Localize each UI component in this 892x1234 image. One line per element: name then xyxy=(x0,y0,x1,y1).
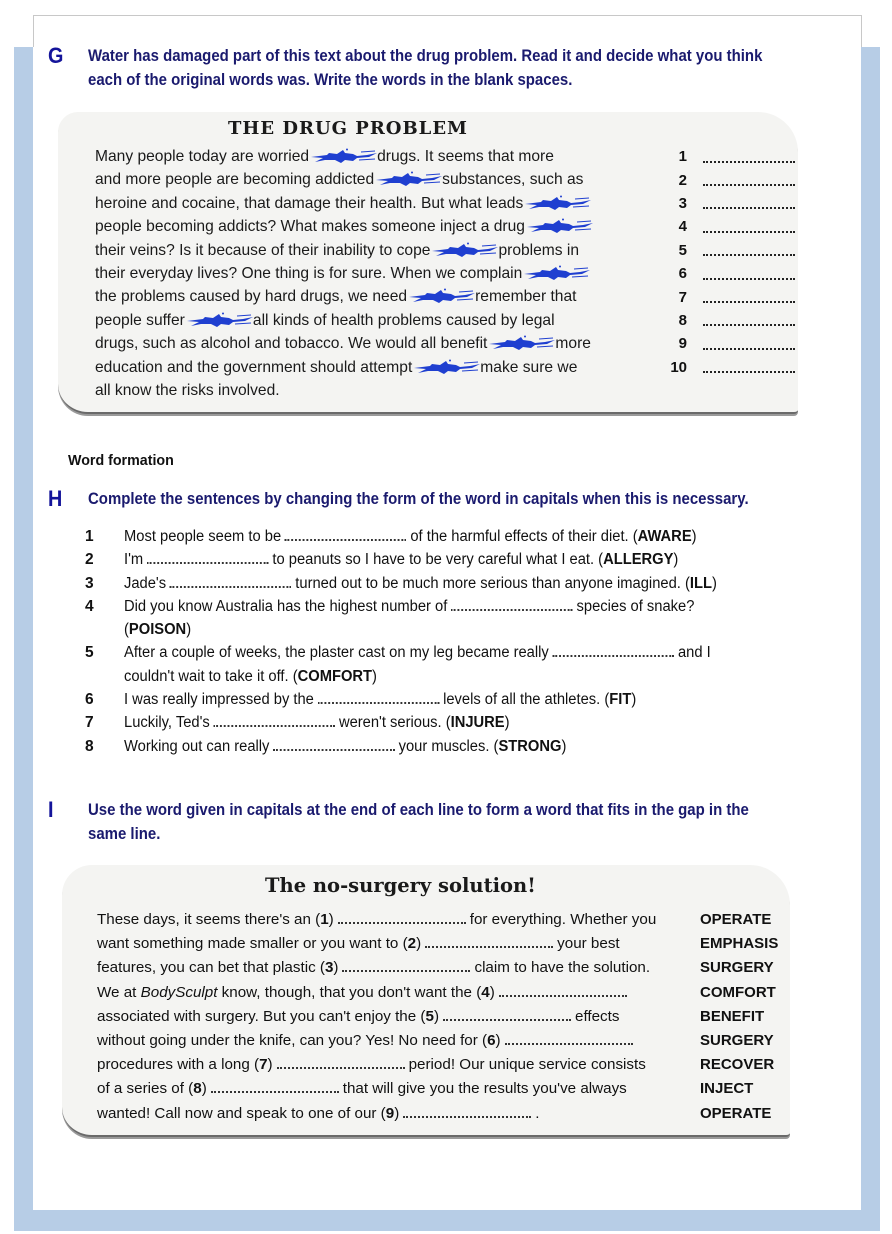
answer-row xyxy=(655,145,795,168)
text-segment: turned out to be much more serious than anyone imagined. ( xyxy=(295,574,690,592)
instruction-line: each of the original words was. Write the words in the blank spaces. xyxy=(88,70,573,89)
answer-number: 6 xyxy=(678,265,687,283)
text-line xyxy=(97,1102,797,1126)
answer-row xyxy=(655,192,795,215)
ink-blot-icon xyxy=(309,150,377,164)
item-number: 8 xyxy=(85,737,94,755)
text-segment: your best xyxy=(557,935,620,953)
page-border-left xyxy=(14,47,33,1231)
keyword: OPERATE xyxy=(700,911,772,928)
text-segment: couldn't wait to take it off. ( xyxy=(124,667,298,685)
text-segment: your muscles. ( xyxy=(398,737,499,755)
text-line xyxy=(95,332,593,355)
page-frame-top xyxy=(33,15,861,16)
page-frame-right xyxy=(861,15,862,47)
text-line xyxy=(95,192,593,215)
instruction-line: Water has damaged part of this text about the drug problem. Read it and decide what you think xyxy=(88,46,763,65)
gap-number: 2 xyxy=(407,935,417,953)
text-segment: After a couple of weeks, the plaster cast on my leg became really xyxy=(124,644,549,662)
text-segment: ) xyxy=(631,691,637,709)
text-line xyxy=(97,956,797,980)
ink-blot-icon xyxy=(185,314,253,328)
keyword: SURGERY xyxy=(700,1032,774,1050)
text-segment: more xyxy=(555,335,591,353)
text-segment: . xyxy=(535,1104,540,1122)
answer-number: 10 xyxy=(670,358,687,376)
answer-row xyxy=(655,239,795,262)
keyword: POISON xyxy=(128,621,187,639)
answer-blank[interactable] xyxy=(703,174,795,186)
gap-number: 3 xyxy=(324,959,334,977)
item-line xyxy=(124,641,752,664)
section-letter-h: H xyxy=(48,486,63,511)
exercise-item xyxy=(85,735,785,758)
answer-blank[interactable] xyxy=(170,576,292,588)
text-segment: ) xyxy=(561,737,567,755)
ink-blot-icon xyxy=(523,197,591,211)
ink-blot-icon xyxy=(430,244,498,258)
item-line xyxy=(124,711,752,734)
text-segment: features, you can bet that plastic ( xyxy=(97,959,325,977)
line-text xyxy=(97,1053,700,1077)
text-segment: weren't serious. ( xyxy=(338,714,451,732)
text-segment: and more people are becoming addicted xyxy=(95,171,375,189)
section-g-header xyxy=(48,44,818,92)
text-segment: ) xyxy=(267,1056,273,1074)
section-h-items xyxy=(85,525,785,758)
answer-blank[interactable] xyxy=(703,361,795,373)
text-segment: their everyday lives? One thing is for sure. When we complain xyxy=(95,265,523,283)
drug-problem-text xyxy=(95,145,593,402)
instruction-line: same line. xyxy=(88,824,161,843)
answer-blank[interactable] xyxy=(703,197,795,209)
text-segment: I'm xyxy=(124,551,144,569)
section-i-header xyxy=(48,798,818,846)
text-line xyxy=(97,1005,797,1029)
text-segment: all know the risks involved. xyxy=(95,382,280,400)
answer-number: 9 xyxy=(678,335,687,353)
text-segment: Luckily, Ted's xyxy=(124,714,210,732)
item-text xyxy=(124,548,752,571)
text-segment: people becoming addicts? What makes someone inject a drug xyxy=(95,218,525,236)
text-segment: people suffer xyxy=(95,311,185,329)
text-segment: effects xyxy=(575,1007,620,1025)
text-segment: of the harmful effects of their diet. ( xyxy=(410,528,638,545)
answer-number: 7 xyxy=(678,288,687,306)
instruction-line: Use the word given in capitals at the end of each line to form a word that fits in the gap in the xyxy=(88,800,749,819)
item-text xyxy=(124,688,752,711)
answer-row xyxy=(655,262,795,285)
keyword: SURGERY xyxy=(700,959,774,977)
line-text xyxy=(97,981,700,1005)
item-number: 5 xyxy=(85,644,94,662)
line-text xyxy=(97,956,700,980)
answer-blank[interactable] xyxy=(703,338,795,350)
item-line xyxy=(124,572,752,595)
answer-number: 1 xyxy=(678,148,687,166)
text-segment: ) xyxy=(433,1007,439,1025)
text-line xyxy=(97,932,797,956)
brand-name: BodySculpt xyxy=(140,983,218,1001)
line-text xyxy=(97,908,700,932)
text-segment: ( xyxy=(124,621,129,639)
text-segment: ) xyxy=(333,959,339,977)
text-line xyxy=(95,168,593,191)
text-segment: period! Our unique service consists xyxy=(408,1056,646,1074)
answer-blank[interactable] xyxy=(703,221,795,233)
text-segment: Most people seem to be xyxy=(124,528,282,545)
answer-blank[interactable] xyxy=(703,291,795,303)
answer-blank[interactable] xyxy=(703,314,795,326)
text-line xyxy=(95,239,593,262)
text-segment: know, though, that you don't want the ( xyxy=(217,983,482,1001)
text-segment: procedures with a long ( xyxy=(97,1056,260,1074)
exercise-item xyxy=(85,548,785,571)
answer-number: 4 xyxy=(678,218,687,236)
keyword: AWARE xyxy=(637,528,692,545)
section-letter-i: I xyxy=(48,797,54,822)
answer-blank[interactable] xyxy=(553,645,675,657)
item-line xyxy=(124,525,752,548)
answer-blank[interactable] xyxy=(505,1033,633,1045)
no-surgery-title: The no-surgery solution! xyxy=(265,874,536,897)
keyword: STRONG xyxy=(498,737,562,755)
answer-blank[interactable] xyxy=(338,912,466,924)
gap-number: 5 xyxy=(425,1007,434,1025)
keyword: INJECT xyxy=(700,1080,754,1098)
answer-blank[interactable] xyxy=(342,960,470,972)
keyword: COMFORT xyxy=(700,983,776,1001)
answer-blank[interactable] xyxy=(285,529,407,541)
text-line xyxy=(95,262,593,285)
text-segment: Did you know Australia has the highest number of xyxy=(124,597,448,615)
text-segment: associated with surgery. But you can't enjoy the ( xyxy=(97,1007,426,1025)
page-border-right xyxy=(861,47,880,1231)
text-segment: to peanuts so I have to be very careful what I eat. ( xyxy=(272,551,604,569)
text-line xyxy=(95,356,593,379)
exercise-item xyxy=(85,595,785,642)
answer-blank[interactable] xyxy=(443,1009,571,1021)
text-segment: ) xyxy=(489,983,495,1001)
text-line xyxy=(95,285,593,308)
answer-number: 5 xyxy=(678,241,687,259)
text-segment: ) xyxy=(691,528,697,545)
text-segment: ) xyxy=(201,1080,207,1098)
item-line xyxy=(124,618,752,641)
exercise-item xyxy=(85,711,785,734)
gap-number: 9 xyxy=(385,1104,395,1122)
text-segment: We at xyxy=(97,983,141,1001)
text-segment: ) xyxy=(416,935,422,953)
text-line xyxy=(95,145,593,168)
text-segment: drugs, such as alcohol and tobacco. We would all benefit xyxy=(95,335,488,353)
text-line xyxy=(97,1077,797,1101)
keyword: INJURE xyxy=(450,714,505,732)
item-line xyxy=(124,688,752,711)
text-segment: species of snake? xyxy=(576,597,695,615)
section-h-instruction: Complete the sentences by changing the form of the word in capitals when this is necessary. xyxy=(88,489,749,508)
keyword: COMFORT xyxy=(297,667,373,685)
answer-blank[interactable] xyxy=(451,599,573,611)
item-number: 6 xyxy=(85,691,94,709)
exercise-item xyxy=(85,572,785,595)
exercise-item xyxy=(85,525,785,548)
answer-blank[interactable] xyxy=(703,268,795,280)
section-h-header xyxy=(48,487,818,511)
answer-list xyxy=(655,145,795,379)
answer-blank[interactable] xyxy=(703,244,795,256)
no-surgery-text xyxy=(97,908,797,1126)
text-line xyxy=(97,1053,797,1077)
word-formation-heading: Word formation xyxy=(68,452,174,469)
answer-row xyxy=(655,332,795,355)
text-segment: claim to have the solution. xyxy=(474,959,651,977)
text-line xyxy=(97,908,797,932)
gap-number: 4 xyxy=(481,983,490,1001)
text-segment: all kinds of health problems caused by legal xyxy=(252,311,555,329)
item-line xyxy=(124,595,752,618)
item-line xyxy=(124,548,752,571)
section-i-instruction xyxy=(88,798,845,846)
text-segment: their veins? Is it because of their inability to cope xyxy=(95,241,431,259)
text-segment: Jade's xyxy=(124,574,167,592)
text-segment: Working out can really xyxy=(124,737,270,755)
gap-number: 6 xyxy=(487,1032,496,1050)
gap-number: 7 xyxy=(259,1056,268,1074)
item-text xyxy=(124,525,752,548)
item-number: 4 xyxy=(85,597,94,615)
ink-blot-icon xyxy=(412,361,480,375)
text-line xyxy=(95,379,593,402)
item-number: 1 xyxy=(85,528,94,545)
text-segment: substances, such as xyxy=(442,171,584,189)
ink-blot-icon xyxy=(374,173,442,187)
item-text xyxy=(124,641,752,688)
answer-row xyxy=(655,215,795,238)
answer-blank[interactable] xyxy=(318,692,440,704)
item-text xyxy=(124,595,752,642)
text-segment: These days, it seems there's an ( xyxy=(97,911,321,928)
answer-row xyxy=(655,309,795,332)
text-segment: Many people today are worried xyxy=(95,148,310,165)
text-segment: ) xyxy=(186,621,192,639)
answer-number: 2 xyxy=(678,171,687,189)
text-segment: I was really impressed by the xyxy=(124,691,314,709)
text-segment: ) xyxy=(372,667,377,685)
text-segment: ) xyxy=(328,911,334,928)
text-segment: drugs. It seems that more xyxy=(377,148,554,165)
answer-blank[interactable] xyxy=(273,739,395,751)
gap-number: 1 xyxy=(320,911,329,928)
text-segment: without going under the knife, can you? Yes! No need for ( xyxy=(97,1032,488,1050)
item-text xyxy=(124,572,752,595)
answer-blank[interactable] xyxy=(425,936,553,948)
item-number: 2 xyxy=(85,551,94,569)
line-text xyxy=(97,1077,700,1101)
answer-row xyxy=(655,285,795,308)
answer-row xyxy=(655,168,795,191)
text-segment: for everything. Whether you xyxy=(469,911,657,928)
answer-blank[interactable] xyxy=(403,1106,531,1118)
item-line xyxy=(124,665,752,688)
item-line xyxy=(124,735,752,758)
ink-blot-icon xyxy=(487,337,555,351)
text-segment: ) xyxy=(394,1104,400,1122)
page-border-bottom xyxy=(14,1210,880,1231)
ink-blot-icon xyxy=(407,290,475,304)
line-text xyxy=(97,1102,700,1126)
text-segment: levels of all the athletes. ( xyxy=(443,691,610,709)
item-number: 3 xyxy=(85,574,94,592)
section-letter-g: G xyxy=(48,43,64,68)
answer-blank[interactable] xyxy=(211,1081,339,1093)
keyword: ALLERGY xyxy=(603,551,674,569)
text-segment: heroine and cocaine, that damage their health. But what leads xyxy=(95,194,524,212)
keyword: FIT xyxy=(609,691,632,709)
text-segment: remember that xyxy=(475,288,577,306)
text-segment: the problems caused by hard drugs, we need xyxy=(95,288,408,306)
text-segment: ) xyxy=(673,551,679,569)
exercise-item xyxy=(85,688,785,711)
answer-blank[interactable] xyxy=(499,985,627,997)
text-line xyxy=(95,215,593,238)
text-line xyxy=(97,981,797,1005)
line-text xyxy=(97,1029,700,1053)
answer-blank[interactable] xyxy=(214,715,336,727)
keyword: BENEFIT xyxy=(700,1007,765,1025)
keyword: OPERATE xyxy=(700,1104,772,1122)
item-text xyxy=(124,735,752,758)
text-segment: wanted! Call now and speak to one of our ( xyxy=(97,1104,386,1122)
line-text xyxy=(97,932,700,956)
text-segment: ) xyxy=(711,574,717,592)
answer-blank[interactable] xyxy=(147,552,269,564)
answer-row xyxy=(655,356,795,379)
item-text xyxy=(124,711,752,734)
section-g-instruction xyxy=(88,44,845,92)
page-frame-left xyxy=(33,15,34,47)
keyword: EMPHASIS xyxy=(700,935,779,953)
drug-problem-title: THE DRUG PROBLEM xyxy=(228,118,468,139)
text-segment: ) xyxy=(495,1032,501,1050)
exercise-item xyxy=(85,641,785,688)
ink-blot-icon xyxy=(525,220,593,234)
ink-blot-icon xyxy=(522,267,590,281)
item-number: 7 xyxy=(85,714,94,732)
keyword: ILL xyxy=(689,574,712,592)
line-text xyxy=(97,1005,700,1029)
text-segment: and I xyxy=(677,644,711,662)
keyword: RECOVER xyxy=(700,1056,775,1074)
text-segment: make sure we xyxy=(480,358,578,376)
answer-blank[interactable] xyxy=(277,1057,405,1069)
text-segment: that will give you the results you've always xyxy=(342,1080,627,1098)
answer-blank[interactable] xyxy=(703,151,795,163)
text-line xyxy=(97,1029,797,1053)
text-segment: want something made smaller or you want to ( xyxy=(97,935,408,953)
answer-number: 8 xyxy=(678,311,687,329)
text-segment: education and the government should attempt xyxy=(95,358,413,376)
answer-number: 3 xyxy=(678,194,687,212)
gap-number: 8 xyxy=(193,1080,202,1098)
text-segment: of a series of ( xyxy=(97,1080,194,1098)
text-segment: ) xyxy=(504,714,510,732)
text-segment: problems in xyxy=(498,241,580,259)
text-line xyxy=(95,309,593,332)
